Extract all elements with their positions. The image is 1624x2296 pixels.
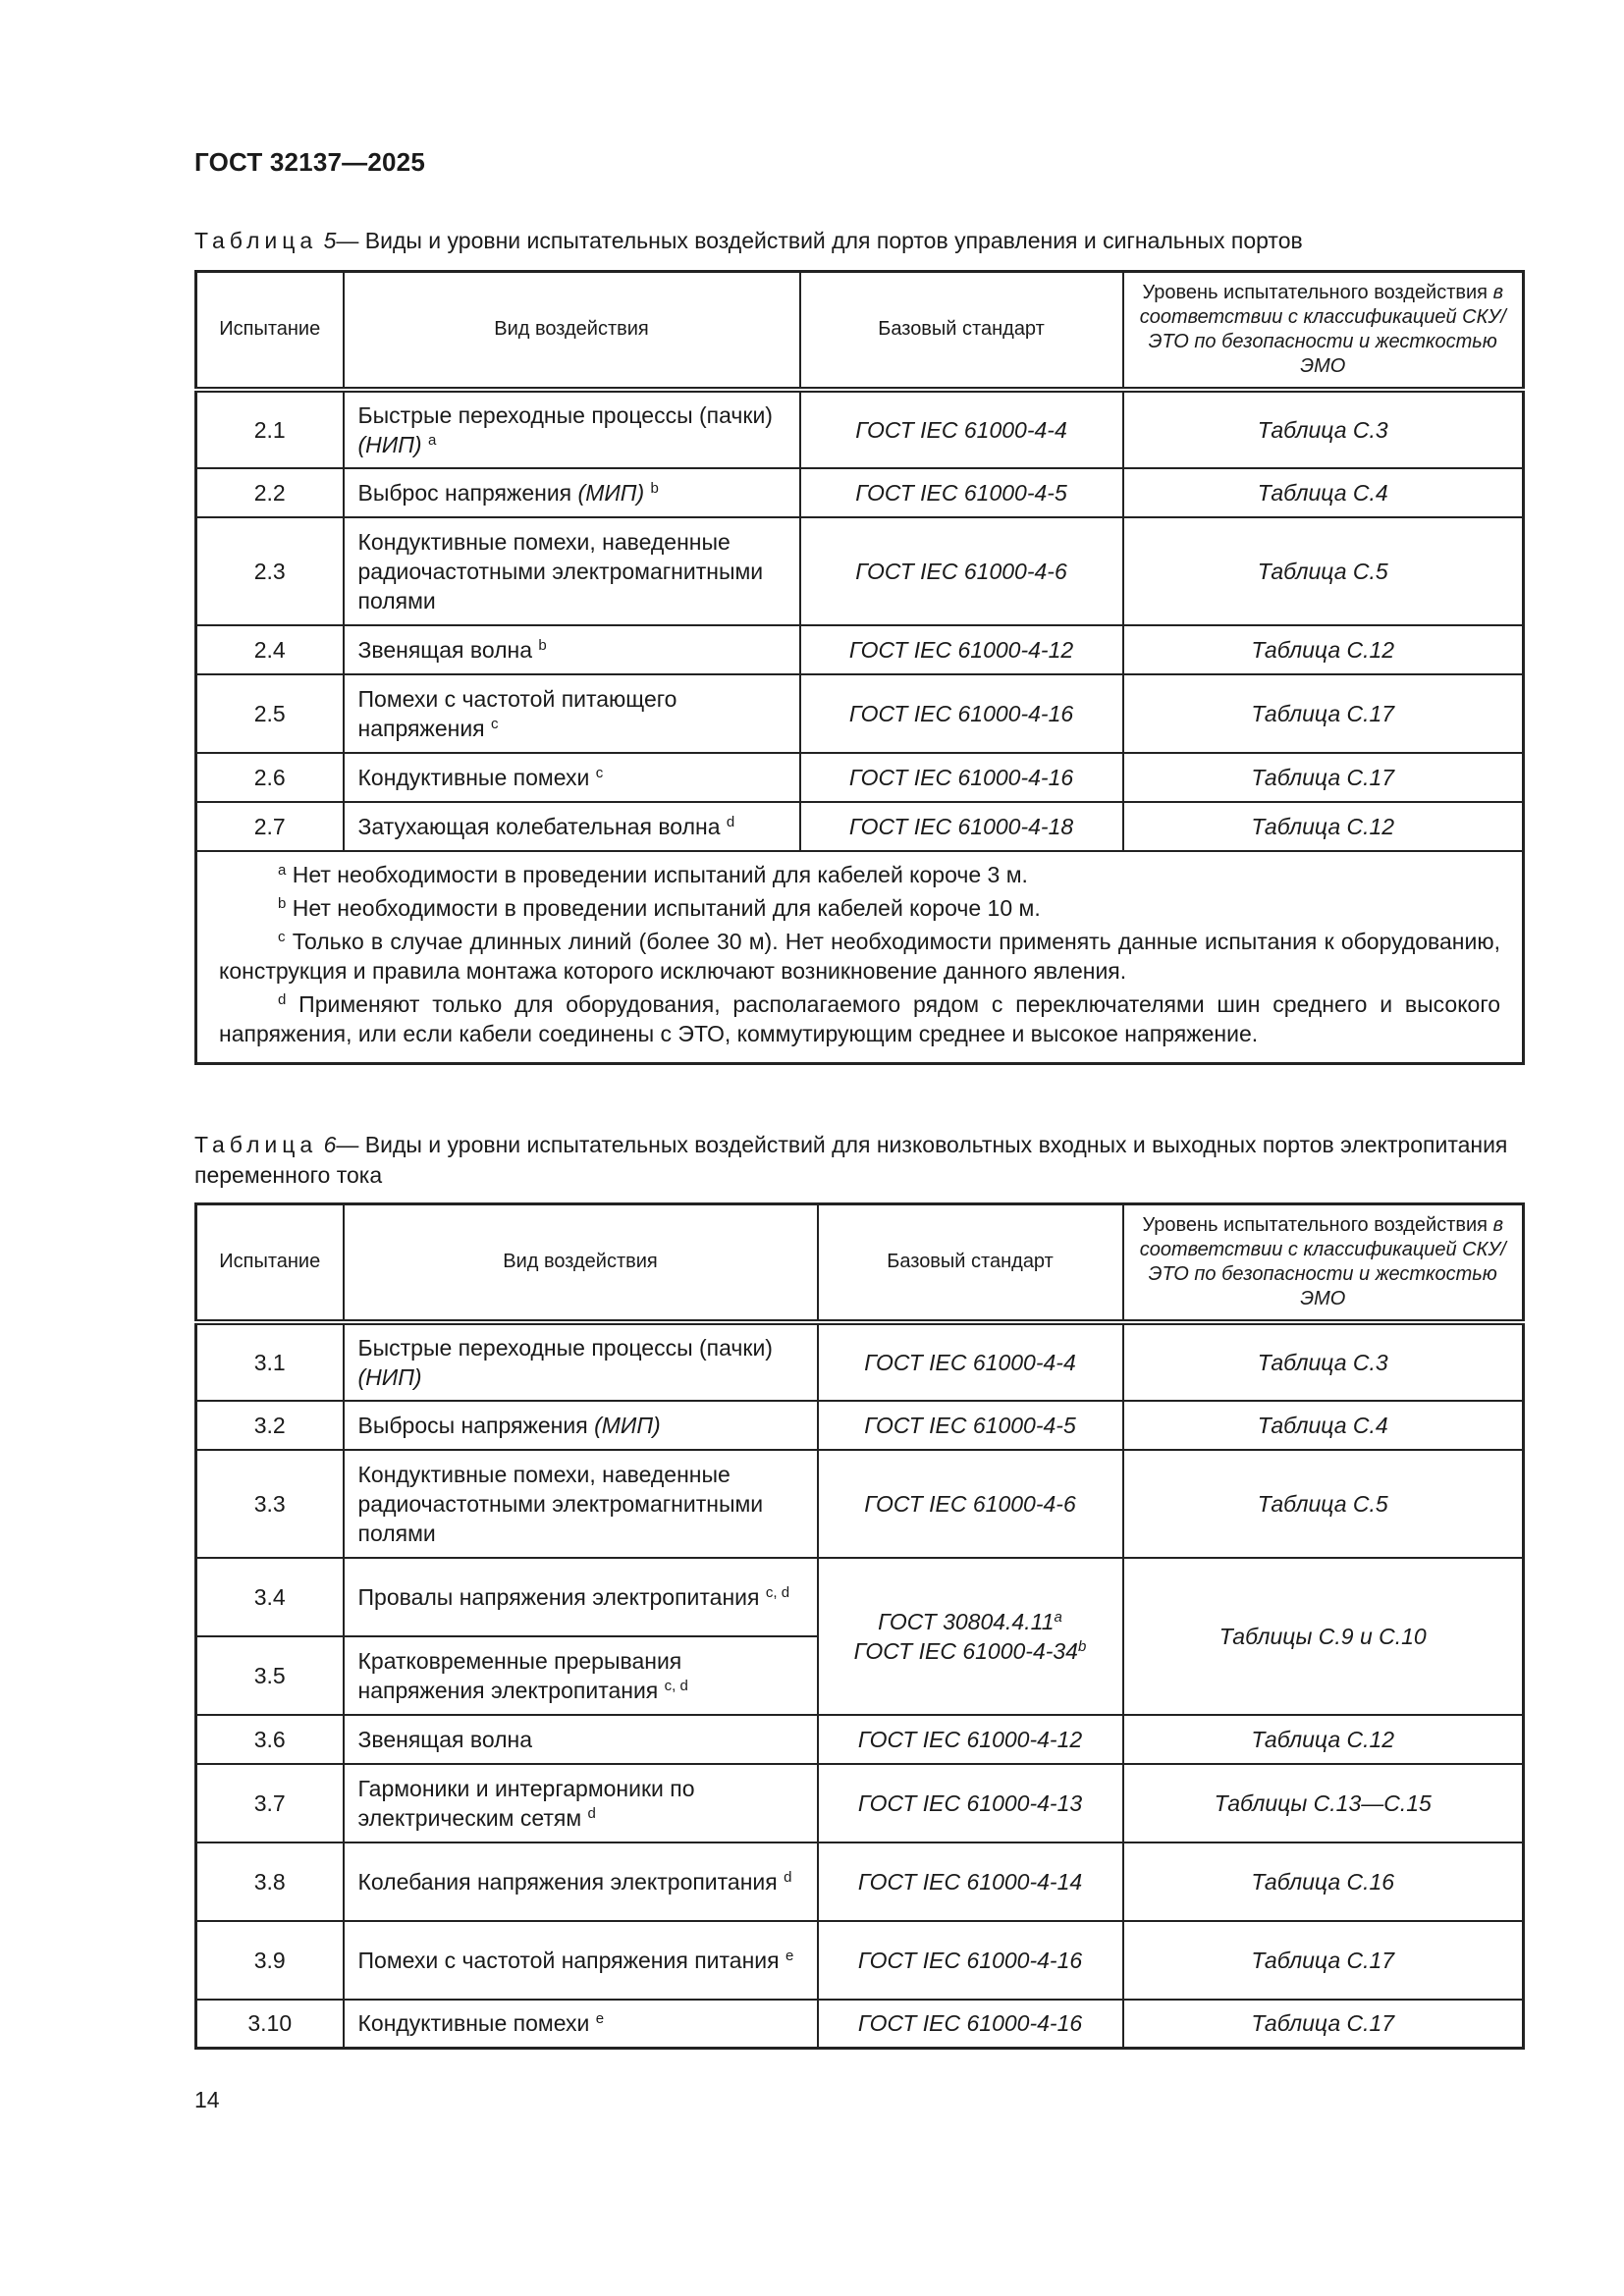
footnote-mark: d <box>784 1868 792 1886</box>
kind-cell <box>344 1636 818 1715</box>
footnote-text: Только в случае длинных линий (более 30 м). Нет необходимости применять данные испытания к оборудованию, конструкция и правила монтажа которого исключают возникновение данного явления. <box>219 928 1500 984</box>
base-standard: ГОСТ IEC 61000-4-14 <box>818 1842 1123 1921</box>
table-row <box>196 802 1524 851</box>
level-header-italic: в соответствии с классификацией СКУ/ЭТО по безопасности и жесткостью ЭМО <box>1139 1213 1506 1309</box>
table-row <box>196 1842 1524 1921</box>
footnote <box>219 989 1500 1048</box>
table-row <box>196 2000 1524 2049</box>
base-standard: ГОСТ 30804.4.11 <box>878 1608 1055 1634</box>
column-header-level <box>1123 272 1524 390</box>
level-header-italic: в соответствии с классификацией СКУ/ЭТО по безопасности и жесткостью ЭМО <box>1139 281 1506 377</box>
kind-abbrev: (МИП) <box>594 1412 661 1438</box>
kind-text: Выброс напряжения <box>357 479 572 506</box>
base-standard: ГОСТ IEC 61000-4-16 <box>818 2000 1123 2049</box>
test-number: 2.1 <box>196 390 344 468</box>
kind-cell <box>344 1715 818 1764</box>
caption-number: 5 <box>323 228 337 253</box>
kind-text: Быстрые переходные процессы (пачки) <box>357 1334 773 1361</box>
test-number: 3.3 <box>196 1450 344 1558</box>
kind-text: Кратковременные прерывания напряжения электропитания <box>357 1647 682 1703</box>
column-header-test: Испытание <box>196 272 344 390</box>
base-standard: ГОСТ IEC 61000-4-4 <box>818 1322 1123 1401</box>
footnote-mark: b <box>278 894 287 912</box>
footnote-mark: d <box>278 990 287 1008</box>
column-header-kind: Вид воздействия <box>344 1204 818 1322</box>
table-notes <box>196 851 1524 1064</box>
kind-text: Звенящая волна <box>357 1726 533 1752</box>
caption-text: — Виды и уровни испытательных воздействий для портов управления и сигнальных портов <box>336 228 1303 253</box>
table-row <box>196 468 1524 517</box>
table-row <box>196 1921 1524 2000</box>
base-standard: ГОСТ IEC 61000-4-5 <box>800 468 1123 517</box>
kind-text: Провалы напряжения электропитания <box>357 1583 760 1610</box>
level-reference: Таблица С.17 <box>1123 2000 1524 2049</box>
test-number: 3.9 <box>196 1921 344 2000</box>
test-number: 2.3 <box>196 517 344 625</box>
base-standard: ГОСТ IEC 61000-4-6 <box>800 517 1123 625</box>
footnote-mark: b <box>538 636 547 654</box>
caption-label: Таблица <box>194 228 318 253</box>
kind-cell <box>344 674 800 753</box>
footnote <box>219 860 1500 889</box>
test-number: 2.5 <box>196 674 344 753</box>
level-header-text: Уровень испытательного воздействия <box>1142 281 1489 303</box>
base-standard: ГОСТ IEC 61000-4-16 <box>800 753 1123 802</box>
level-reference: Таблица С.4 <box>1123 1401 1524 1450</box>
kind-cell <box>344 1322 818 1401</box>
table-row <box>196 1764 1524 1842</box>
kind-cell <box>344 1842 818 1921</box>
table-row <box>196 390 1524 468</box>
footnote-text: Нет необходимости в проведении испытаний для кабелей короче 10 м. <box>292 894 1041 921</box>
test-number: 2.2 <box>196 468 344 517</box>
test-number: 2.6 <box>196 753 344 802</box>
table5-caption <box>194 226 1520 256</box>
table6-caption <box>194 1130 1520 1191</box>
footnote-mark: d <box>726 813 735 830</box>
kind-text: Гармоники и интергармоники по электрическим сетям <box>357 1775 695 1831</box>
table-row <box>196 1715 1524 1764</box>
table-row <box>196 1401 1524 1450</box>
footnote-mark: b <box>650 479 659 497</box>
base-standard-merged <box>818 1558 1123 1715</box>
footnote-text: Применяют только для оборудования, располагаемого рядом с переключателями шин среднего и высокого напряжения, или если кабели соединены с ЭТО, коммутирующим среднее и высокое напряжение. <box>219 990 1501 1046</box>
kind-cell <box>344 1558 818 1636</box>
test-number: 3.7 <box>196 1764 344 1842</box>
kind-text: Выбросы напряжения <box>357 1412 588 1438</box>
table-row <box>196 674 1524 753</box>
level-reference: Таблица С.17 <box>1123 1921 1524 2000</box>
test-number: 3.1 <box>196 1322 344 1401</box>
kind-text: Кондуктивные помехи, наведенные радиочастотными электромагнитными полями <box>357 528 764 614</box>
column-header-test: Испытание <box>196 1204 344 1322</box>
kind-text: Кондуктивные помехи <box>357 2010 590 2037</box>
level-reference: Таблица С.12 <box>1123 625 1524 674</box>
base-standard: ГОСТ IEC 61000-4-6 <box>818 1450 1123 1558</box>
footnote-mark: d <box>587 1804 596 1822</box>
footnote-mark: b <box>1077 1637 1087 1655</box>
caption-text: — Виды и уровни испытательных воздействий для низковольтных входных и выходных портов электропитания переменного тока <box>194 1132 1508 1188</box>
test-number: 3.10 <box>196 2000 344 2049</box>
footnote-mark: a <box>427 431 437 449</box>
level-reference: Таблица С.16 <box>1123 1842 1524 1921</box>
caption-label: Таблица <box>194 1132 318 1157</box>
kind-text: Быстрые переходные процессы (пачки) <box>357 401 773 428</box>
table-row <box>196 753 1524 802</box>
table-row <box>196 1322 1524 1401</box>
kind-text: Затухающая колебательная волна <box>357 813 721 839</box>
table-6 <box>194 1202 1525 2050</box>
table-row <box>196 517 1524 625</box>
kind-text: Колебания напряжения электропитания <box>357 1868 778 1895</box>
footnote-text: Нет необходимости в проведении испытаний для кабелей короче 3 м. <box>292 861 1028 887</box>
header-row <box>196 272 1524 390</box>
caption-number: 6 <box>323 1132 337 1157</box>
kind-cell <box>344 468 800 517</box>
column-header-standard: Базовый стандарт <box>818 1204 1123 1322</box>
level-reference: Таблицы С.13—С.15 <box>1123 1764 1524 1842</box>
level-reference: Таблица С.5 <box>1123 517 1524 625</box>
kind-cell <box>344 517 800 625</box>
footnote <box>219 893 1500 923</box>
base-standard: ГОСТ IEC 61000-4-4 <box>800 390 1123 468</box>
kind-abbrev: (МИП) <box>577 479 645 506</box>
kind-cell <box>344 390 800 468</box>
column-header-level <box>1123 1204 1524 1322</box>
table-row <box>196 1558 1524 1636</box>
document-header: ГОСТ 32137—2025 <box>194 147 425 177</box>
table-row <box>196 1450 1524 1558</box>
footnote-mark: e <box>785 1947 794 1964</box>
test-number: 3.4 <box>196 1558 344 1636</box>
base-standard: ГОСТ IEC 61000-4-12 <box>800 625 1123 674</box>
table-row <box>196 625 1524 674</box>
kind-cell <box>344 625 800 674</box>
column-header-kind: Вид воздействия <box>344 272 800 390</box>
level-reference: Таблица С.4 <box>1123 468 1524 517</box>
test-number: 3.2 <box>196 1401 344 1450</box>
footnote-mark: c <box>595 764 604 781</box>
level-reference: Таблица С.12 <box>1123 1715 1524 1764</box>
footnote <box>219 927 1500 986</box>
kind-text: Звенящая волна <box>357 636 533 663</box>
level-reference: Таблица С.3 <box>1123 390 1524 468</box>
test-number: 2.4 <box>196 625 344 674</box>
kind-text: Кондуктивные помехи, наведенные радиочастотными электромагнитными полями <box>357 1461 764 1546</box>
kind-cell <box>344 2000 818 2049</box>
base-standard: ГОСТ IEC 61000-4-13 <box>818 1764 1123 1842</box>
footnote-mark: c, d <box>765 1583 790 1601</box>
footnote-mark: c, d <box>664 1677 688 1694</box>
base-standard: ГОСТ IEC 61000-4-18 <box>800 802 1123 851</box>
footnote-mark: a <box>1054 1608 1062 1626</box>
kind-text: Помехи с частотой питающего напряжения <box>357 685 677 741</box>
kind-cell <box>344 1450 818 1558</box>
kind-cell <box>344 802 800 851</box>
test-number: 3.6 <box>196 1715 344 1764</box>
notes-row <box>196 851 1524 1064</box>
base-standard: ГОСТ IEC 61000-4-16 <box>800 674 1123 753</box>
level-reference: Таблица С.12 <box>1123 802 1524 851</box>
kind-text: Помехи с частотой напряжения питания <box>357 1947 780 1973</box>
footnote-mark: e <box>595 2010 605 2028</box>
kind-text: Кондуктивные помехи <box>357 764 590 790</box>
page-number: 14 <box>194 2087 220 2112</box>
test-number: 3.5 <box>196 1636 344 1715</box>
kind-cell <box>344 1921 818 2000</box>
level-header-text: Уровень испытательного воздействия <box>1142 1213 1489 1236</box>
kind-abbrev: (НИП) <box>357 431 422 457</box>
footnote-mark: c <box>491 715 499 732</box>
base-standard: ГОСТ IEC 61000-4-12 <box>818 1715 1123 1764</box>
test-number: 2.7 <box>196 802 344 851</box>
kind-cell <box>344 753 800 802</box>
level-reference: Таблица С.17 <box>1123 674 1524 753</box>
level-reference: Таблица С.17 <box>1123 753 1524 802</box>
level-reference: Таблица С.3 <box>1123 1322 1524 1401</box>
level-reference: Таблица С.5 <box>1123 1450 1524 1558</box>
footnote-mark: a <box>278 861 287 879</box>
test-number: 3.8 <box>196 1842 344 1921</box>
column-header-standard: Базовый стандарт <box>800 272 1123 390</box>
kind-abbrev: (НИП) <box>357 1363 422 1390</box>
header-row <box>196 1204 1524 1322</box>
kind-cell <box>344 1401 818 1450</box>
kind-cell <box>344 1764 818 1842</box>
base-standard: ГОСТ IEC 61000-4-16 <box>818 1921 1123 2000</box>
level-reference: Таблицы С.9 и С.10 <box>1123 1558 1524 1715</box>
table-5 <box>194 270 1525 1065</box>
footnote-mark: c <box>278 928 286 945</box>
base-standard: ГОСТ IEC 61000-4-5 <box>818 1401 1123 1450</box>
base-standard: ГОСТ IEC 61000-4-34 <box>853 1637 1078 1664</box>
